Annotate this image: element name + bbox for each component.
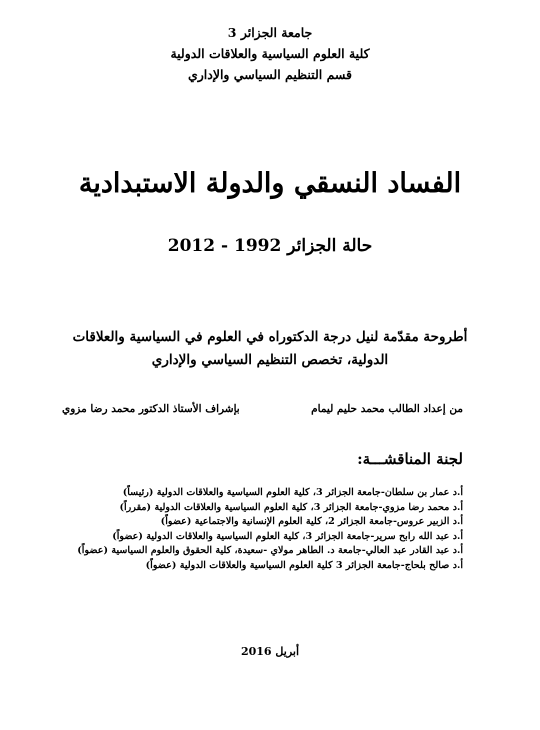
committee-member: أ.د عمار بن سلطان-جامعة الجزائر 3، كلية العلوم السياسية والعلاقات الدولية (رئيساً) <box>122 487 463 498</box>
submission-date: أبريل 2016 <box>240 645 300 658</box>
committee-member: أ.د محمد رضا مزوي-جامعة الجزائر 3، كلية العلوم السياسية والعلاقات الدولية (مقرراً) <box>119 501 463 513</box>
institution-header <box>0 22 540 85</box>
committee-member: أ.د عبد القادر عبد العالي-جامعة د. الطاهر مولاي -سعيدة، كلية الحقوق والعلوم السياسية (عضواً) <box>77 545 463 557</box>
prepared-by: من إعداد الطالب محمد حليم ليمام <box>311 403 463 415</box>
thesis-subtitle: حالة الجزائر 1992 - 2012 <box>167 236 373 256</box>
department-name: قسم التنظيم السياسي والإداري <box>187 67 353 82</box>
committee-member: أ.د عبد الله رابح سرير-جامعة الجزائر 3، كلية العلوم السياسية والعلاقات الدولية (عضواً) <box>112 530 463 542</box>
supervised-by: بإشراف الأستاذ الدكتور محمد رضا مزوي <box>62 403 240 415</box>
faculty-name: كلية العلوم السياسية والعلاقات الدولية <box>170 46 370 61</box>
committee-member: أ.د الزبير عروس-جامعة الجزائر 2، كلية العلوم الإنسانية والاجتماعية (عضواً) <box>160 516 463 528</box>
description-line-1: أطروحة مقدّمة لنيل درجة الدكتوراه في العلوم في السياسية والعلاقات <box>72 329 468 345</box>
committee-member: أ.د صالح بلحاج-جامعة الجزائر 3 كلية العلوم السياسية والعلاقات الدولية (عضواً) <box>145 559 463 571</box>
thesis-description <box>60 326 480 372</box>
committee-members-list <box>43 486 463 574</box>
committee-title: لجنة المناقشـــة: <box>357 450 463 468</box>
description-line-2: الدولية، تخصص التنظيم السياسي والإداري <box>151 352 389 368</box>
university-name: جامعة الجزائر 3 <box>227 25 313 40</box>
thesis-title: الفساد النسقي والدولة الاستبدادية <box>78 168 462 199</box>
